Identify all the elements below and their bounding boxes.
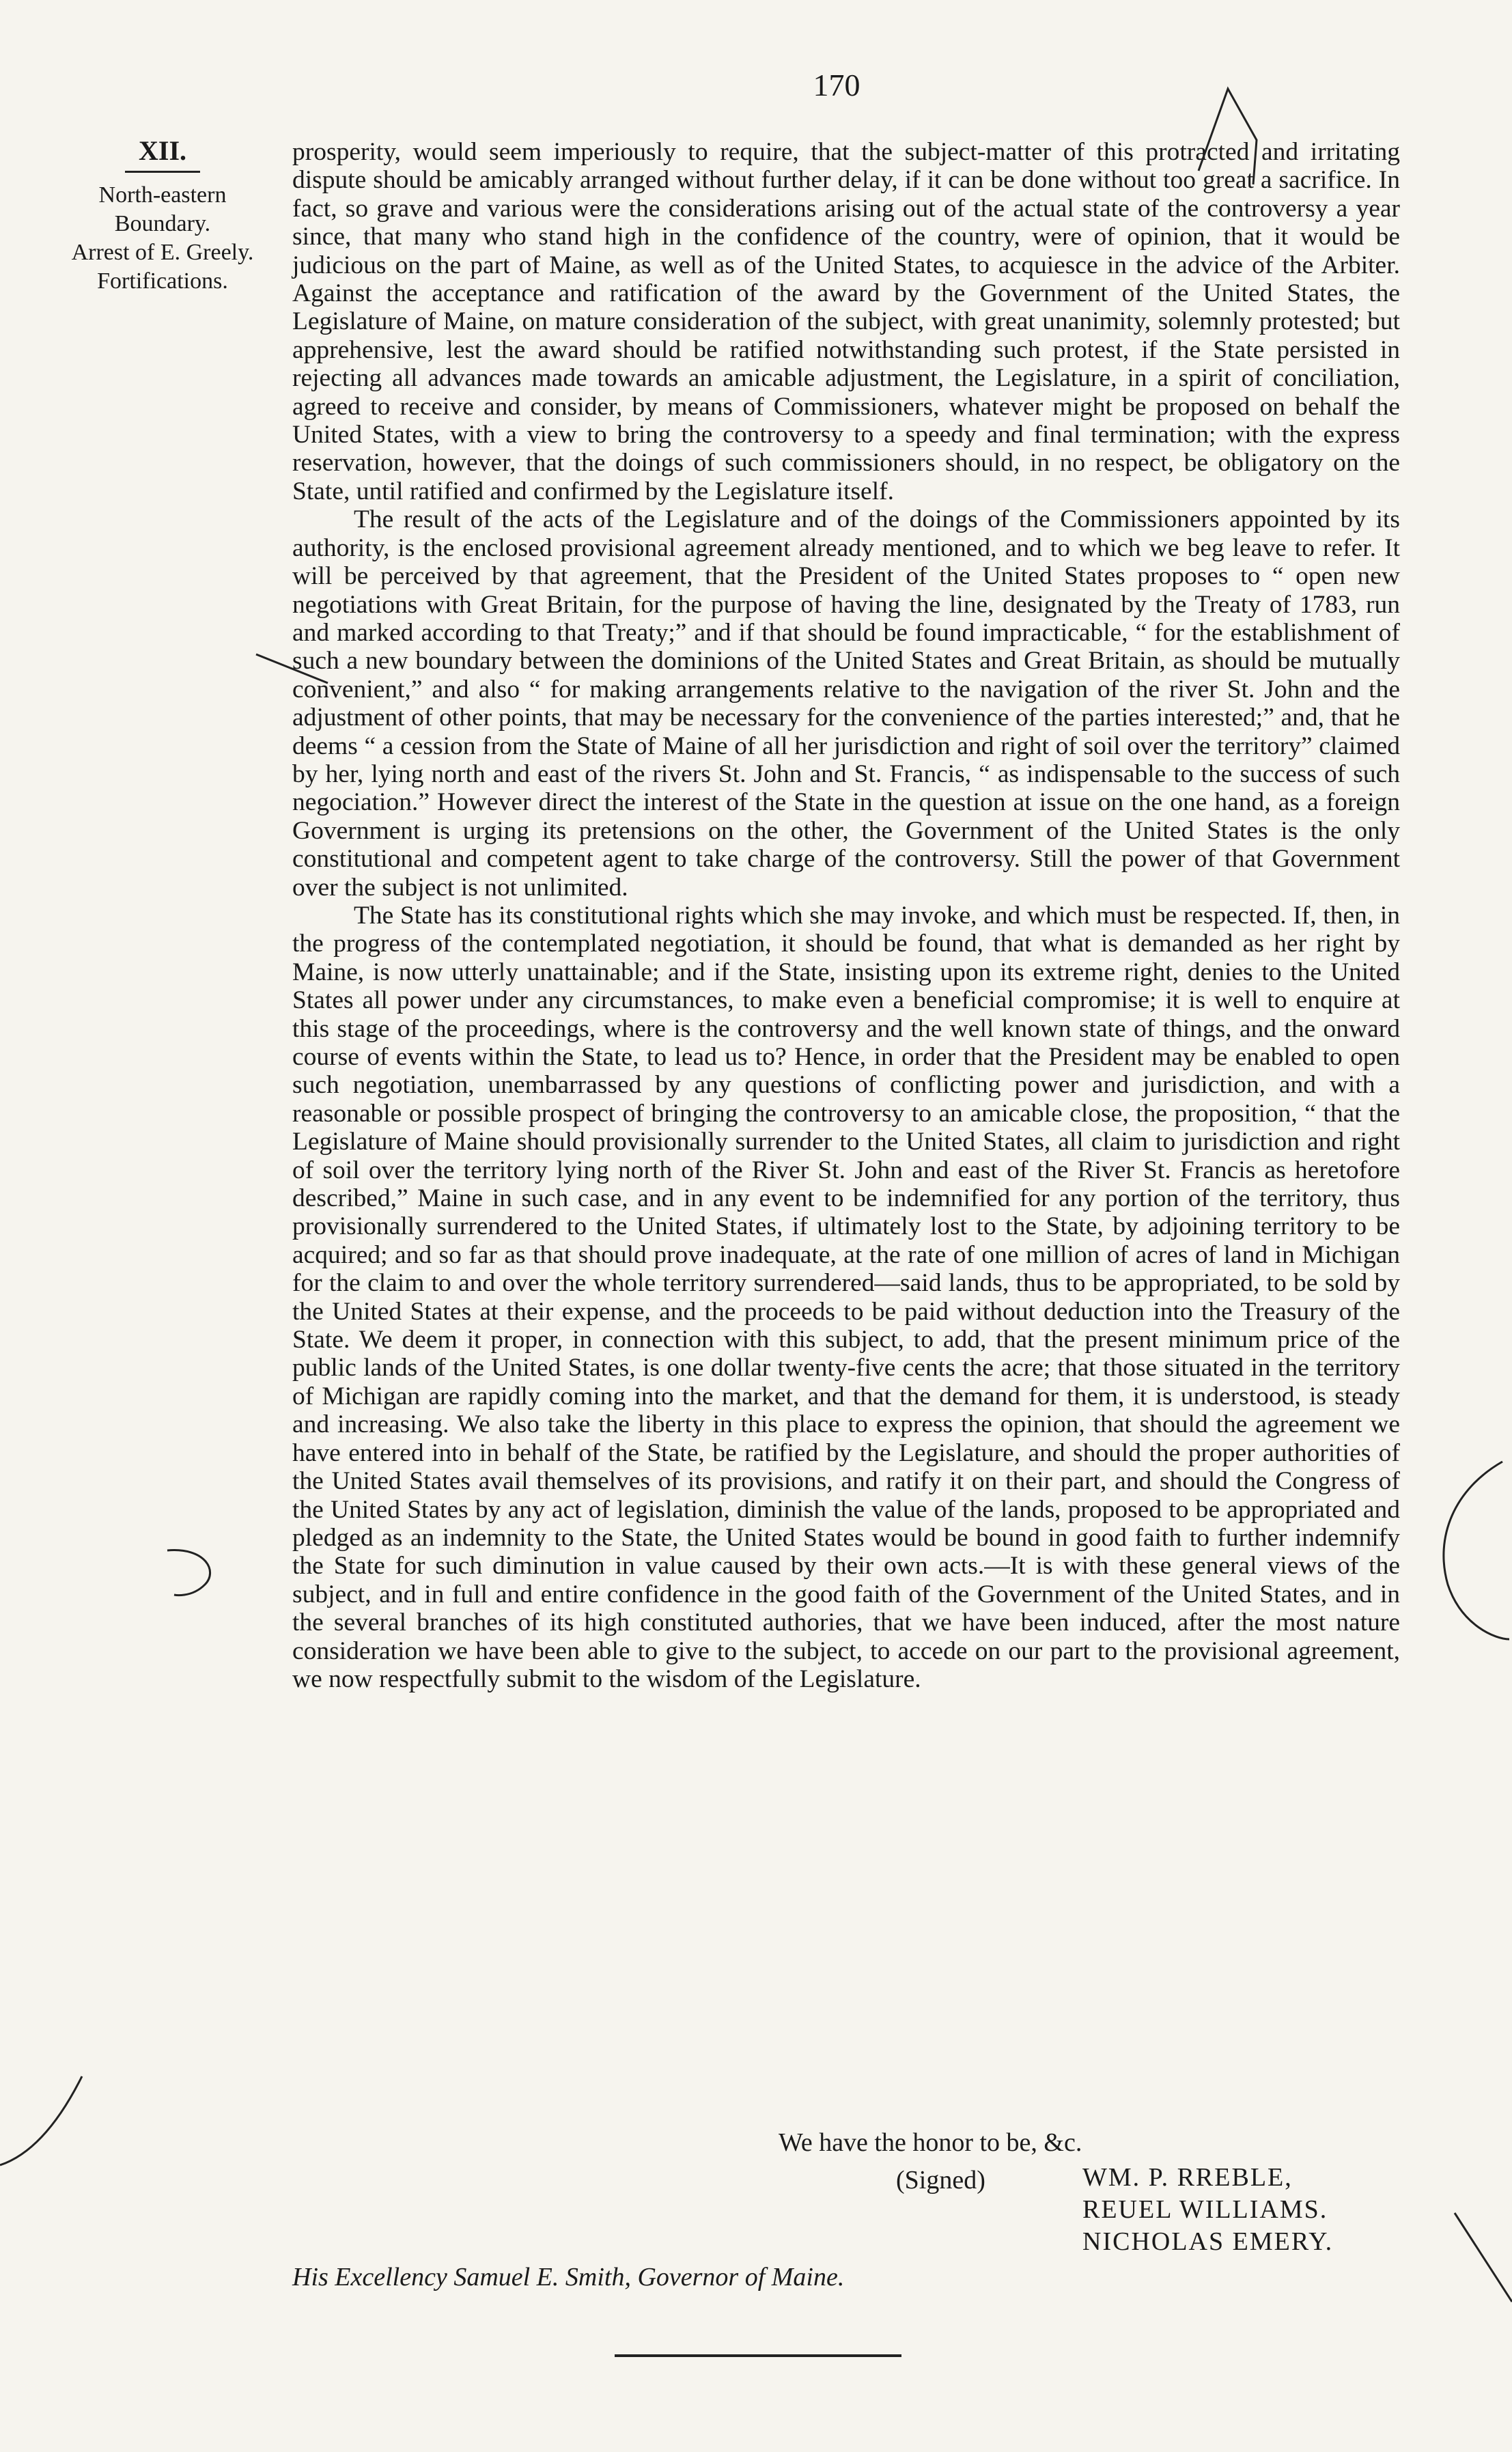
signer-3: NICHOLAS EMERY.: [1082, 2227, 1334, 2256]
addressee: His Excellency Samuel E. Smith, Governor of Maine.: [292, 2263, 845, 2291]
paragraph-1: prosperity, would seem imperiously to require, that the subject-matter of this protracted and irritating dispute should be amicably arranged without further delay, if it can be done without too great a sacrifice. In fact, so grave and various were the considerations arising out of the actual state of the controversy a year since, that many who stand high in the confidence of the country, were of opinion, that it would be judicious on the part of Maine, as well as of the United States, to acquiesce in the advice of the Arbiter. Against the acceptance and ratification of the award by the Government of the United States, the Legislature of Maine, on mature consideration of the subject, with great unanimity, solemnly protested; but apprehensive, lest the award should be ratified notwithstanding such protest, if the State persisted in rejecting all advances made towards an amicable adjustment, the Legislature, in a spirit of conciliation, agreed to receive and consider, by means of Commissioners, whatever might be proposed on behalf the United States, with a view to bring the controversy to a speedy and final termination; with the express reservation, however, that the doings of such commissioners should, in no respect, be obligatory on the State, until ratified and confirmed by the Legislature itself.: [292, 138, 1400, 505]
signer-1: WM. P. RREBLE,: [1082, 2163, 1293, 2192]
pen-mark-mid-left: [256, 654, 328, 683]
pen-mark-top: [1199, 89, 1257, 184]
margin-note-3: Arrest of E. Greely.: [71, 240, 254, 265]
signer-2: REUEL WILLIAMS.: [1082, 2195, 1328, 2224]
section-number: XII.: [138, 135, 187, 166]
pen-mark-margin-left: [167, 1550, 210, 1596]
margin-note-1: North-eastern: [98, 182, 227, 208]
pen-mark-bottom-right: [1455, 2213, 1512, 2302]
paragraph-3: The State has its constitutional rights which she may invoke, and which must be respected. If, then, in the progress of the contemplated negotiation, it should be found, that what is demanded as her right by Maine, is now utterly unattainable; and if the State, insisting upon its extreme right, denies to the United States all power under any circumstances, to make even a beneficial compromise; it is well to enquire at this stage of the proceedings, where is the controversy and the well known state of things, and the onward course of events within the State, to lead us to? Hence, in order that the President may be enabled to open such negotiation, unembarrassed by any questions of conflicting power and jurisdiction, and with a reasonable or possible prospect of bringing the controversy to an amicable close, the proposition, “ that the Legislature of Maine should provisionally surrender to the United States, all claim to jurisdiction and right of soil over the territory lying north of the River St. John and east of the River St. Francis as heretofore described,” Maine in such case, and in any event to be indemnified for any portion of the territory, thus provisionally surrendered to the United States, if ultimately lost to the State, by adjoining territory to be acquired; and so far as that should prove inadequate, at the rate of one million of acres of land in Michigan for the claim to and over the whole territory surrendered—said lands, thus to be appropriated, to be sold by the United States at their expense, and the proceeds to be paid without deduction into the Treasury of the State. We deem it proper, in connection with this subject, to add, that the present minimum price of the public lands of the United States, is one dollar twenty-five cents the acre; that those situated in the territory of Michigan are rapidly coming into the market, and that the demand for them, it is understood, is steady and increasing. We also take the liberty in this place to express the opinion, that should the agreement we have entered into in behalf of the State, be ratified by the Legislature, and should the proper authorities of the United States avail themselves of its provisions, and ratify it on their part, and should the Congress of the United States by any act of legislation, diminish the value of the lands, proposed to be appropriated and pledged as an indemnity to the State, the United States would be bound in good faith to further indemnify the State for such diminution in value caused by their own acts.—It is with these general views of the subject, and in full and entire confidence in the good faith of the Government of the United States, and in the several branches of its high constituted authories, that we have been induced, after the most nature consideration we have been able to give to the subject, to accede on our part to the provisional agreement, we now respectfully submit to the wisdom of the Legislature.: [292, 901, 1400, 1693]
pen-mark-right-bracket: [1444, 1462, 1509, 1639]
closing: We have the honor to be, &c.: [779, 2128, 1082, 2157]
pen-mark-bottom-left: [0, 2076, 82, 2165]
paragraph-2: The result of the acts of the Legislature and of the doings of the Commissioners appointed by its authority, is the enclosed provisional agreement already mentioned, and to which we beg leave to refer. It will be perceived by that agreement, that the President of the United States proposes to “ open new negotiations with Great Britain, for the purpose of having the line, designated by the Treaty of 1783, run and marked according to that Treaty;” and if that should be found impracticable, “ for the establishment of such a new boundary between the dominions of the United States and Great Britain, as should be mutually convenient,” and also “ for making arrangements relative to the navigation of the river St. John and the adjustment of other points, that may be necessary for the convenience of the parties interested;” and, that he deems “ a cession from the State of Maine of all her jurisdiction and right of soil over the territory” claimed by her, lying north and east of the rivers St. John and St. Francis, “ as indispensable to the success of such negociation.” However direct the interest of the State in the question at issue on the one hand, as a foreign Government is urging its pretensions on the other, the Government of the United States is the only constitutional and competent agent to take charge of the controversy. Still the power of that Government over the subject is not unlimited.: [292, 505, 1400, 902]
margin-note-4: Fortifications.: [97, 268, 228, 294]
signed-label: (Signed): [896, 2166, 985, 2195]
page-number: 170: [813, 68, 860, 102]
margin-note-2: Boundary.: [114, 211, 211, 236]
